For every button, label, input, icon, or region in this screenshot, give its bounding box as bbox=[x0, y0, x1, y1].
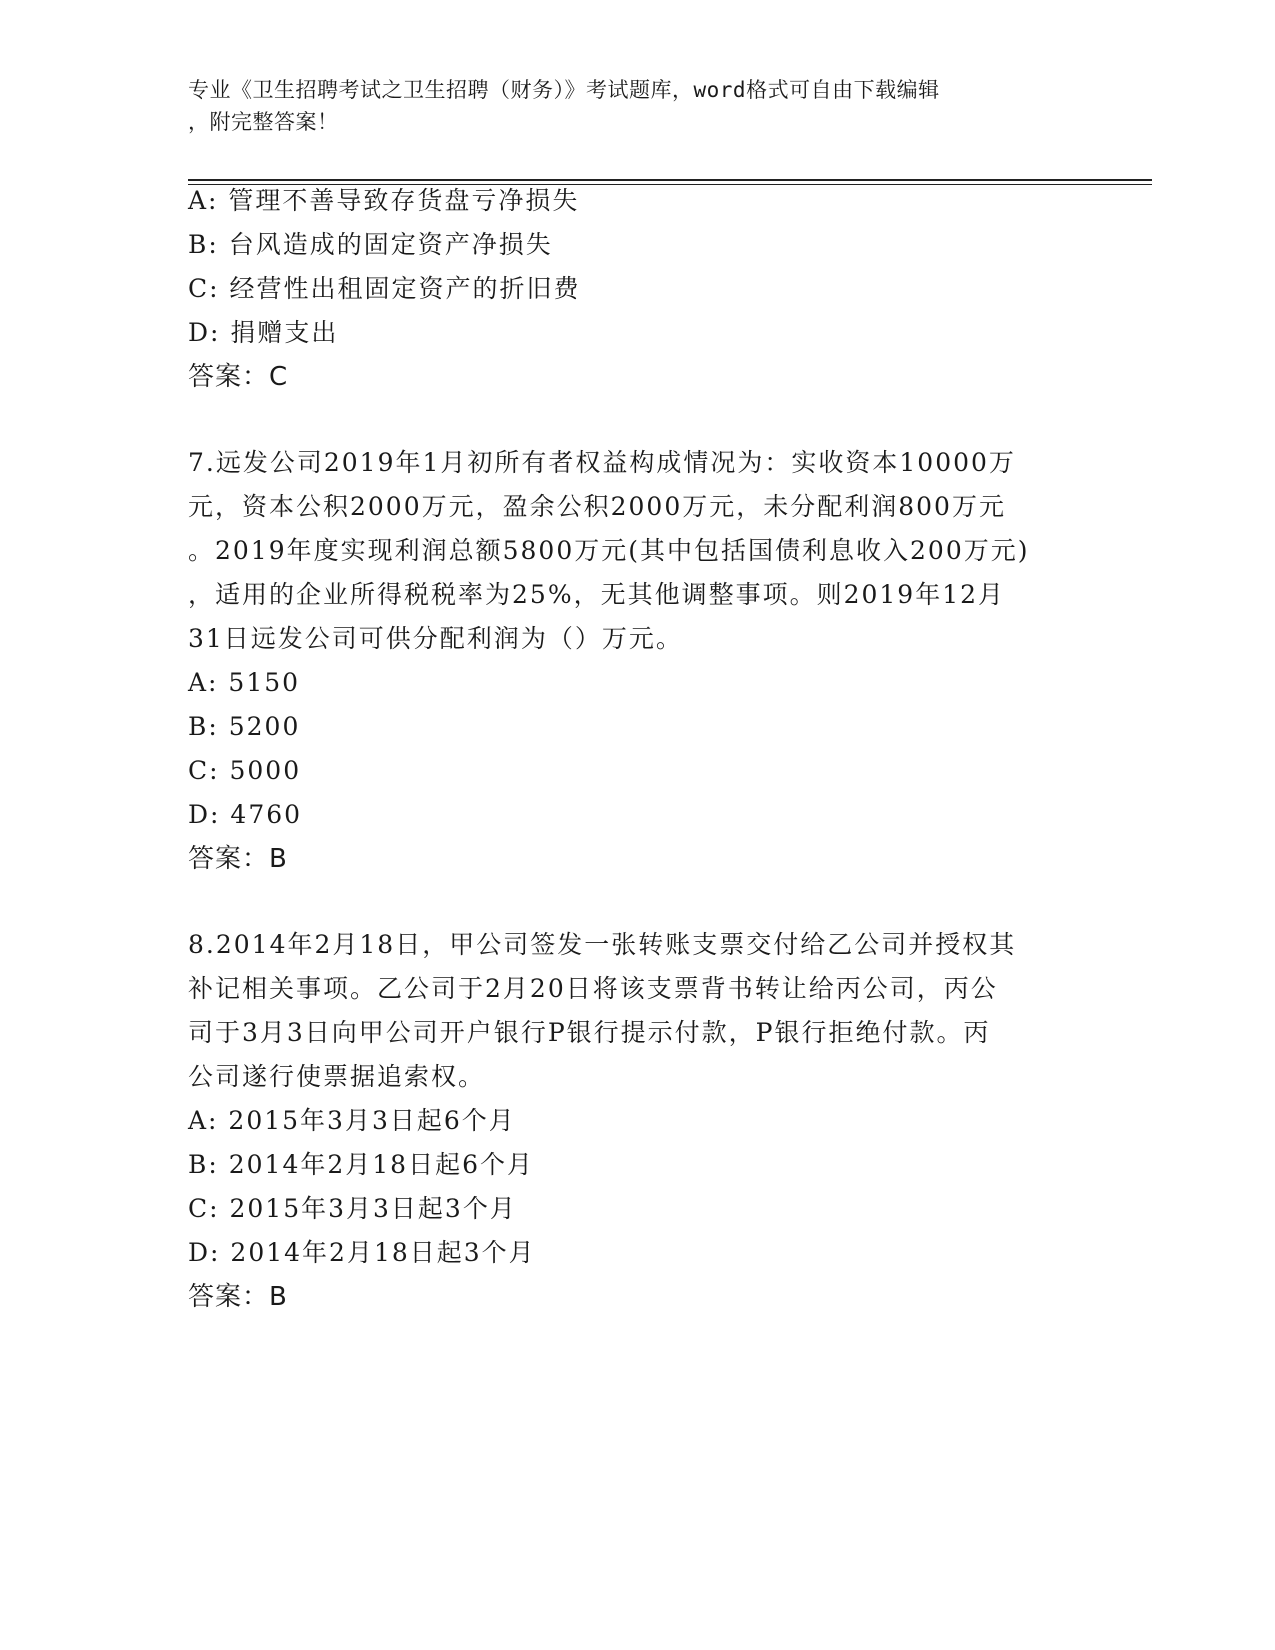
q6-option-c: C: 经营性出租固定资产的折旧费 bbox=[188, 274, 581, 303]
q8-stem-line-2: 补记相关事项。乙公司于2月20日将该支票背书转让给丙公司，丙公 bbox=[188, 974, 998, 1003]
header-line-2: ，附完整答案！ bbox=[188, 110, 339, 134]
q7-option-c: C: 5000 bbox=[188, 756, 302, 785]
q7-stem-line-4: ，适用的企业所得税税率为25%，无其他调整事项。则2019年12月 bbox=[188, 580, 1006, 609]
header-divider-thin bbox=[188, 184, 1152, 185]
q8-option-a: A: 2015年3月3日起6个月 bbox=[188, 1106, 516, 1135]
q7-stem-line-1: 7.远发公司2019年1月初所有者权益构成情况为：实收资本10000万 bbox=[188, 448, 1016, 477]
q8-stem-line-4: 公司遂行使票据追索权。 bbox=[188, 1062, 486, 1091]
q6-option-a: A: 管理不善导致存货盘亏净损失 bbox=[188, 186, 580, 215]
q7-option-a: A: 5150 bbox=[188, 668, 301, 697]
q8-stem-line-3: 司于3月3日向甲公司开户银行P银行提示付款，P银行拒绝付款。丙 bbox=[188, 1018, 991, 1047]
q7-option-b: B: 5200 bbox=[188, 712, 301, 741]
q6-answer: 答案：C bbox=[188, 362, 289, 392]
header-line-1: 专业《卫生招聘考试之卫生招聘（财务）》考试题库，word格式可自由下载编辑 bbox=[188, 78, 940, 102]
q7-stem-line-3: 。2019年度实现利润总额5800万元(其中包括国债利息收入200万元) bbox=[188, 536, 1030, 565]
q8-option-c: C: 2015年3月3日起3个月 bbox=[188, 1194, 517, 1223]
q8-answer: 答案：B bbox=[188, 1282, 288, 1312]
header-divider-thick bbox=[188, 179, 1152, 181]
q7-option-d: D: 4760 bbox=[188, 800, 303, 829]
document-header bbox=[188, 74, 1068, 138]
q6-option-b: B: 台风造成的固定资产净损失 bbox=[188, 230, 553, 259]
q6-option-d: D: 捐赠支出 bbox=[188, 318, 339, 347]
q7-stem-line-2: 元，资本公积2000万元，盈余公积2000万元，未分配利润800万元 bbox=[188, 492, 1006, 521]
q8-stem-line-1: 8.2014年2月18日，甲公司签发一张转账支票交付给乙公司并授权其 bbox=[188, 930, 1017, 959]
q8-option-d: D: 2014年2月18日起3个月 bbox=[188, 1238, 536, 1267]
q8-option-b: B: 2014年2月18日起6个月 bbox=[188, 1150, 534, 1179]
q7-stem-line-5: 31日远发公司可供分配利润为（）万元。 bbox=[188, 624, 683, 653]
q7-answer: 答案：B bbox=[188, 844, 288, 874]
